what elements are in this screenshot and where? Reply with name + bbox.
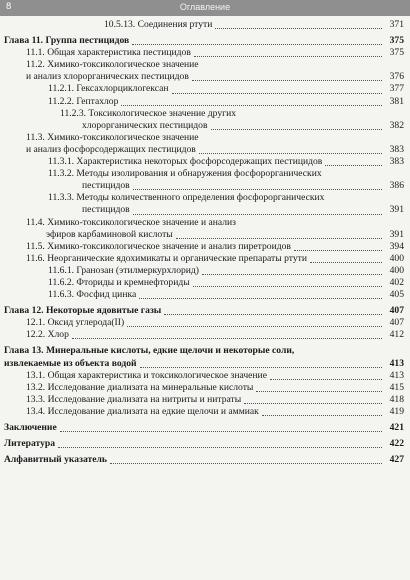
dot-leader xyxy=(202,273,382,275)
toc-entry-title: 12.1. Оксид углерода(II) xyxy=(26,317,125,329)
toc-page-number: 400 xyxy=(389,264,404,276)
toc-entry[interactable] xyxy=(0,19,410,31)
toc-entry-title-line: 11.2. Химико-токсикологическое значение xyxy=(26,59,199,71)
toc-page-number: 386 xyxy=(389,180,404,192)
toc-page-number: 405 xyxy=(389,289,404,301)
toc-entry-title: 13.1. Общая характеристика и токсикологическое значение xyxy=(26,369,267,381)
toc-entry-title: хлорорганических пестицидов xyxy=(82,119,208,131)
toc-entry-title-line: 11.3.3. Методы количественного определения фосфорорганических xyxy=(48,192,325,204)
toc-entry-title: Алфавитный указатель xyxy=(4,454,107,466)
dot-leader xyxy=(133,188,382,190)
toc-entry[interactable] xyxy=(0,406,410,418)
dot-leader xyxy=(270,378,382,380)
toc-entry-title: Глава 12. Некоторые ядовитые газы xyxy=(4,305,162,317)
dot-leader xyxy=(199,152,382,154)
toc-page-number: 422 xyxy=(389,438,404,450)
toc-entry-title: извлекаемые из объекта водой xyxy=(4,357,137,369)
dot-leader xyxy=(121,104,382,106)
toc-chapter[interactable] xyxy=(0,35,410,47)
toc-entry-title: 11.6.3. Фосфид цинка xyxy=(48,289,137,301)
toc-page-number: 394 xyxy=(389,240,404,252)
toc-entry-title-line: 11.3. Химико-токсикологическое значение xyxy=(26,131,199,143)
toc-page-number: 400 xyxy=(389,252,404,264)
toc-entry[interactable] xyxy=(0,329,410,341)
toc-entry[interactable] xyxy=(0,317,410,329)
toc-entry-title: 12.2. Хлор xyxy=(26,329,69,341)
toc-page-number: 383 xyxy=(389,156,404,168)
dot-leader xyxy=(132,43,382,45)
toc-entry-title: Литература xyxy=(4,438,56,450)
dot-leader xyxy=(58,446,382,448)
toc-page-number: 381 xyxy=(389,95,404,107)
dot-leader xyxy=(110,462,382,464)
toc-entry-title: 10.5.13. Соединения ртути xyxy=(104,19,213,30)
toc-entry-title: 11.2.1. Гексахлорциклогексан xyxy=(48,83,169,95)
toc-entry-title: Глава 11. Группа пестицидов xyxy=(4,35,130,47)
toc-entry[interactable] xyxy=(0,120,410,132)
toc-entry-title: пестицидов xyxy=(82,180,130,192)
toc-page-number: 375 xyxy=(389,47,404,59)
toc-entry[interactable] xyxy=(0,156,410,168)
toc-entry-title: 11.6.1. Гранозан (этилмеркурхлорид) xyxy=(48,264,199,276)
toc-entry-title: пестицидов xyxy=(82,204,130,216)
toc-entry-title: 13.3. Исследование диализата на нитриты и нитраты xyxy=(26,393,242,405)
dot-leader xyxy=(164,313,382,315)
dot-leader xyxy=(325,164,382,166)
toc-entry[interactable] xyxy=(0,253,410,265)
toc-chapter[interactable] xyxy=(0,438,410,450)
dot-leader xyxy=(172,92,382,94)
toc-entry[interactable] xyxy=(0,180,410,192)
toc-entry[interactable] xyxy=(0,382,410,394)
toc-entry[interactable] xyxy=(0,204,410,216)
toc-entry-title: 11.3.1. Характеристика некоторых фосфорсодержащих пестицидов xyxy=(48,156,323,168)
toc-page-number: 402 xyxy=(389,276,404,288)
toc-entry-title: 11.6. Неорганические ядохимикаты и органические препараты ртути xyxy=(26,252,307,264)
toc-entry[interactable] xyxy=(0,289,410,301)
toc-entry-title-line: 11.4. Химико-токсикологическое значение и анализ xyxy=(26,216,236,228)
dot-leader xyxy=(294,249,382,251)
toc-entry[interactable] xyxy=(0,277,410,289)
dot-leader xyxy=(139,297,382,299)
toc-page-number: 382 xyxy=(389,119,404,131)
toc-page-number: 391 xyxy=(389,204,404,216)
running-title: Оглавление xyxy=(179,2,231,12)
toc-page-number: 419 xyxy=(389,405,404,417)
dot-leader xyxy=(244,402,382,404)
toc-page-number: 418 xyxy=(389,393,404,405)
toc-entry[interactable] xyxy=(0,96,410,108)
dot-leader xyxy=(140,366,382,368)
toc-entry[interactable] xyxy=(0,394,410,406)
dot-leader xyxy=(133,213,382,215)
toc-chapter[interactable] xyxy=(0,305,410,317)
dot-leader xyxy=(176,237,382,239)
toc-chapter[interactable] xyxy=(0,358,410,370)
dot-leader xyxy=(310,261,382,263)
toc-entry[interactable] xyxy=(0,229,410,241)
toc-page-number: 413 xyxy=(389,369,404,381)
toc-chapter[interactable] xyxy=(0,422,410,434)
toc-entry[interactable] xyxy=(0,241,410,253)
dot-leader xyxy=(211,128,383,130)
toc-entry-title-line: 11.2.3. Токсикологическое значение других xyxy=(60,107,237,119)
toc-entry-title: 13.4. Исследование диализата на едкие щелочи и аммиак xyxy=(26,405,259,417)
toc-entry[interactable] xyxy=(0,71,410,83)
toc-entry[interactable] xyxy=(0,370,410,382)
dot-leader xyxy=(194,55,382,57)
toc-entry-title: 13.2. Исследование диализата на минеральные кислоты xyxy=(26,381,254,393)
dot-leader xyxy=(127,325,382,327)
toc-page-number: 371 xyxy=(389,19,404,30)
dot-leader xyxy=(192,79,382,81)
page-number: 8 xyxy=(6,1,12,12)
dot-leader xyxy=(60,430,382,432)
toc-page-number: 407 xyxy=(389,317,404,329)
toc-entry-title: Заключение xyxy=(4,422,57,433)
toc-entry[interactable] xyxy=(0,265,410,277)
toc-entry-title: и анализ хлорорганических пестицидов xyxy=(26,71,189,83)
table-of-contents xyxy=(0,19,410,466)
dot-leader xyxy=(72,337,382,339)
toc-page-number: 391 xyxy=(389,228,404,240)
toc-page-number: 377 xyxy=(389,83,404,95)
toc-entry-title: 11.2.2. Гептахлор xyxy=(48,95,119,107)
toc-entry-title: и анализ фосфорсодержащих пестицидов xyxy=(26,143,196,155)
toc-entry-title: 11.6.2. Фториды и кремнефториды xyxy=(48,276,190,288)
toc-entry-title: 11.5. Химико-токсикологическое значение и анализ пиретроидов xyxy=(26,240,291,252)
toc-page-number: 412 xyxy=(389,329,404,341)
toc-entry-title-line: 11.3.2. Методы изолирования и обнаружения фосфорорганических xyxy=(48,168,322,180)
dot-leader xyxy=(262,414,382,416)
toc-entry-title-line: Глава 13. Минеральные кислоты, едкие щелочи и некоторые соли, xyxy=(4,345,295,357)
toc-page-number: 376 xyxy=(389,71,404,83)
toc-page-number: 421 xyxy=(389,422,404,433)
toc-page-number: 413 xyxy=(389,357,404,369)
dot-leader xyxy=(193,285,382,287)
page-header xyxy=(0,0,410,16)
toc-entry[interactable] xyxy=(0,83,410,95)
toc-entry-title: 11.1. Общая характеристика пестицидов xyxy=(26,47,191,59)
toc-entry[interactable] xyxy=(0,144,410,156)
toc-entry-title: эфиров карбаминовой кислоты xyxy=(46,228,173,240)
toc-page-number: 427 xyxy=(389,454,404,466)
dot-leader xyxy=(215,27,382,29)
toc-page-number: 375 xyxy=(389,35,404,47)
toc-page-number: 415 xyxy=(389,381,404,393)
dot-leader xyxy=(256,390,382,392)
toc-entry[interactable] xyxy=(0,47,410,59)
toc-page-number: 383 xyxy=(389,143,404,155)
toc-page-number: 407 xyxy=(389,305,404,317)
toc-chapter[interactable] xyxy=(0,454,410,466)
